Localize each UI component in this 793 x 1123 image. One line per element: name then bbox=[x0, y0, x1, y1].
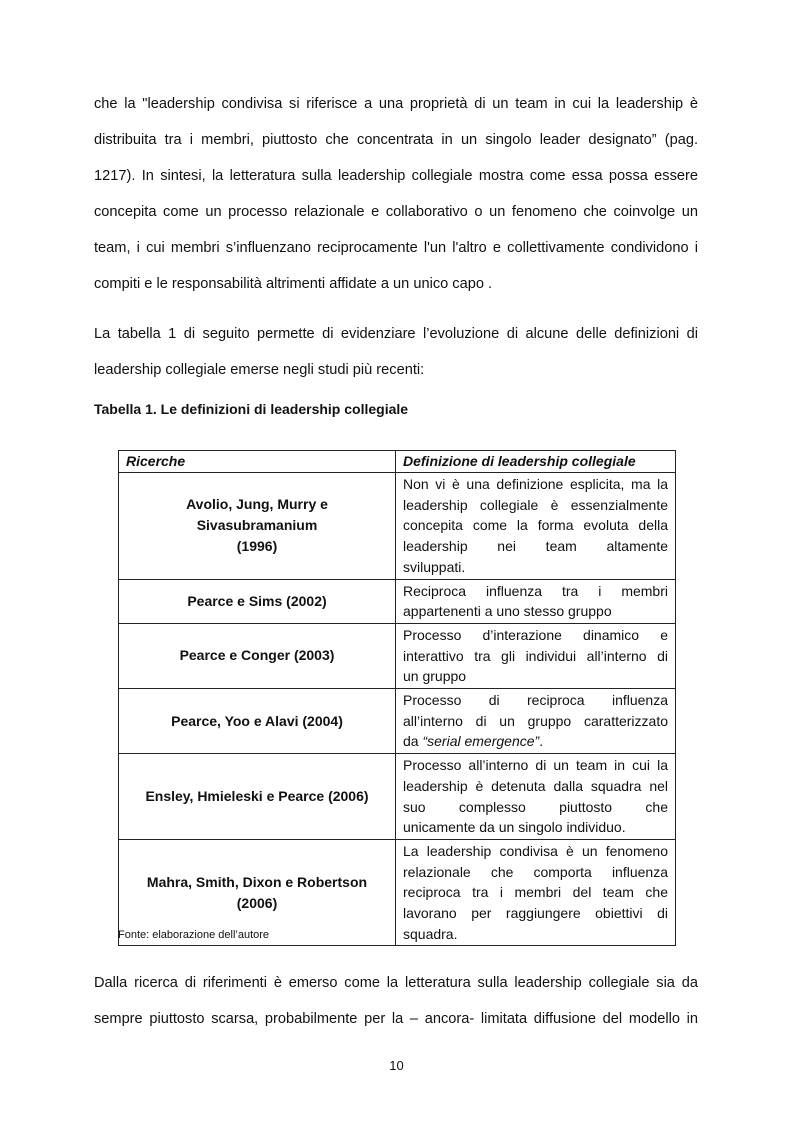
definition-line: leadership collegiale è essenzialmente bbox=[403, 496, 668, 513]
research-line: Pearce e Conger (2003) bbox=[179, 647, 335, 664]
research-line: (1996) bbox=[236, 538, 278, 555]
definition-line: leadership nei team altamente bbox=[403, 538, 668, 555]
definition-line: Non vi è una definizione esplicita, ma la bbox=[403, 476, 668, 492]
paragraph-1 bbox=[94, 86, 698, 302]
definition-line: relazionale che comporta influenza bbox=[403, 863, 668, 880]
paragraph-3 bbox=[94, 965, 698, 1037]
definitions-table bbox=[118, 450, 676, 946]
paragraph-1-line: concepita come un processo relazionale e collaborativo o un fenomeno che coinvolge un bbox=[94, 204, 698, 220]
definition-cell bbox=[396, 754, 676, 840]
definition-prefix: da bbox=[403, 733, 423, 750]
definition-line: all’interno di un gruppo caratterizzato bbox=[403, 712, 668, 729]
research-cell bbox=[119, 579, 396, 623]
paragraph-2-line: La tabella 1 di seguito permette di evidenziare l’evoluzione di alcune delle definizioni di bbox=[94, 326, 698, 342]
page-number: 10 bbox=[389, 1058, 404, 1073]
research-line: Pearce, Yoo e Alavi (2004) bbox=[171, 712, 343, 729]
research-line: Pearce e Sims (2002) bbox=[187, 592, 327, 609]
research-line: (2006) bbox=[236, 894, 278, 911]
definition-line: Processo all’interno di un team in cui la bbox=[403, 757, 668, 774]
paragraph-1-line: che la "leadership condivisa si riferisce a una proprietà di un team in cui la leadership è bbox=[94, 96, 698, 112]
paragraph-3-line: sempre piuttosto scarsa, probabilmente per la – ancora- limitata diffusione del modello in bbox=[94, 1011, 698, 1027]
definition-cell bbox=[396, 623, 676, 688]
definition-line: un gruppo bbox=[403, 668, 467, 685]
definition-cell bbox=[396, 579, 676, 623]
definition-line: Processo di reciproca influenza bbox=[403, 692, 668, 709]
definition-cell bbox=[396, 839, 676, 946]
research-cell bbox=[119, 754, 396, 840]
paragraph-1-line: 1217). In sintesi, la letteratura sulla leadership collegiale mostra come essa possa essere bbox=[94, 168, 698, 184]
definition-line: sviluppati. bbox=[403, 558, 466, 575]
table-header-row bbox=[119, 451, 676, 473]
table-row bbox=[119, 689, 676, 754]
table-row bbox=[119, 473, 676, 580]
table-row bbox=[119, 754, 676, 840]
paragraph-2 bbox=[94, 316, 698, 388]
definition-line: unicamente da un singolo individuo. bbox=[403, 819, 626, 836]
definition-line: Processo d’interazione dinamico e bbox=[403, 626, 668, 643]
definition-line: lavorano per raggiungere obiettivi di bbox=[403, 905, 668, 922]
definition-line: Reciproca influenza tra i membri bbox=[403, 582, 668, 599]
definition-suffix: . bbox=[539, 733, 544, 750]
research-cell bbox=[119, 689, 396, 754]
table-caption: Tabella 1. Le definizioni di leadership collegiale bbox=[94, 401, 409, 417]
definition-line: reciproca tra i membri del team che bbox=[403, 884, 668, 901]
research-cell bbox=[119, 623, 396, 688]
definition-italic-term: “serial emergence” bbox=[422, 733, 540, 750]
definition-line: La leadership condivisa è un fenomeno bbox=[403, 842, 668, 859]
definition-line: concepita come la forma evoluta della bbox=[403, 517, 668, 534]
paragraph-1-line: compiti e le responsabilità altrimenti affidate a un unico capo . bbox=[94, 276, 493, 292]
definition-line: interattivo tra gli individui all’interno di bbox=[403, 647, 668, 664]
definition-cell bbox=[396, 689, 676, 754]
paragraph-3-line: Dalla ricerca di riferimenti è emerso come la letteratura sulla leadership collegiale sia da bbox=[94, 975, 698, 991]
source-note: Fonte: elaborazione dell’autore bbox=[118, 929, 270, 941]
header-research: Ricerche bbox=[119, 451, 396, 473]
table-row bbox=[119, 623, 676, 688]
definition-line: leadership è detenuta dalla squadra nel bbox=[403, 777, 668, 794]
paragraph-1-line: team, i cui membri s’influenzano reciprocamente l'un l'altro e collettivamente condividono i bbox=[94, 240, 698, 256]
research-line: Mahra, Smith, Dixon e Robertson bbox=[146, 873, 368, 890]
research-line: Ensley, Hmieleski e Pearce (2006) bbox=[145, 788, 369, 805]
header-definition: Definizione di leadership collegiale bbox=[396, 451, 676, 473]
paragraph-1-line: distribuita tra i membri, piuttosto che concentrata in un singolo leader designato” (pag. bbox=[94, 132, 698, 148]
definition-line: appartenenti a uno stesso gruppo bbox=[403, 603, 612, 620]
definition-line: suo complesso piuttosto che bbox=[403, 798, 668, 815]
definition-cell bbox=[396, 473, 676, 580]
table-row bbox=[119, 579, 676, 623]
research-line: Avolio, Jung, Murry e Sivasubramanium bbox=[186, 496, 328, 534]
paragraph-2-line: leadership collegiale emerse negli studi più recenti: bbox=[94, 362, 425, 378]
definition-line: squadra. bbox=[403, 925, 458, 942]
definition-line bbox=[403, 731, 668, 752]
research-cell bbox=[119, 473, 396, 580]
